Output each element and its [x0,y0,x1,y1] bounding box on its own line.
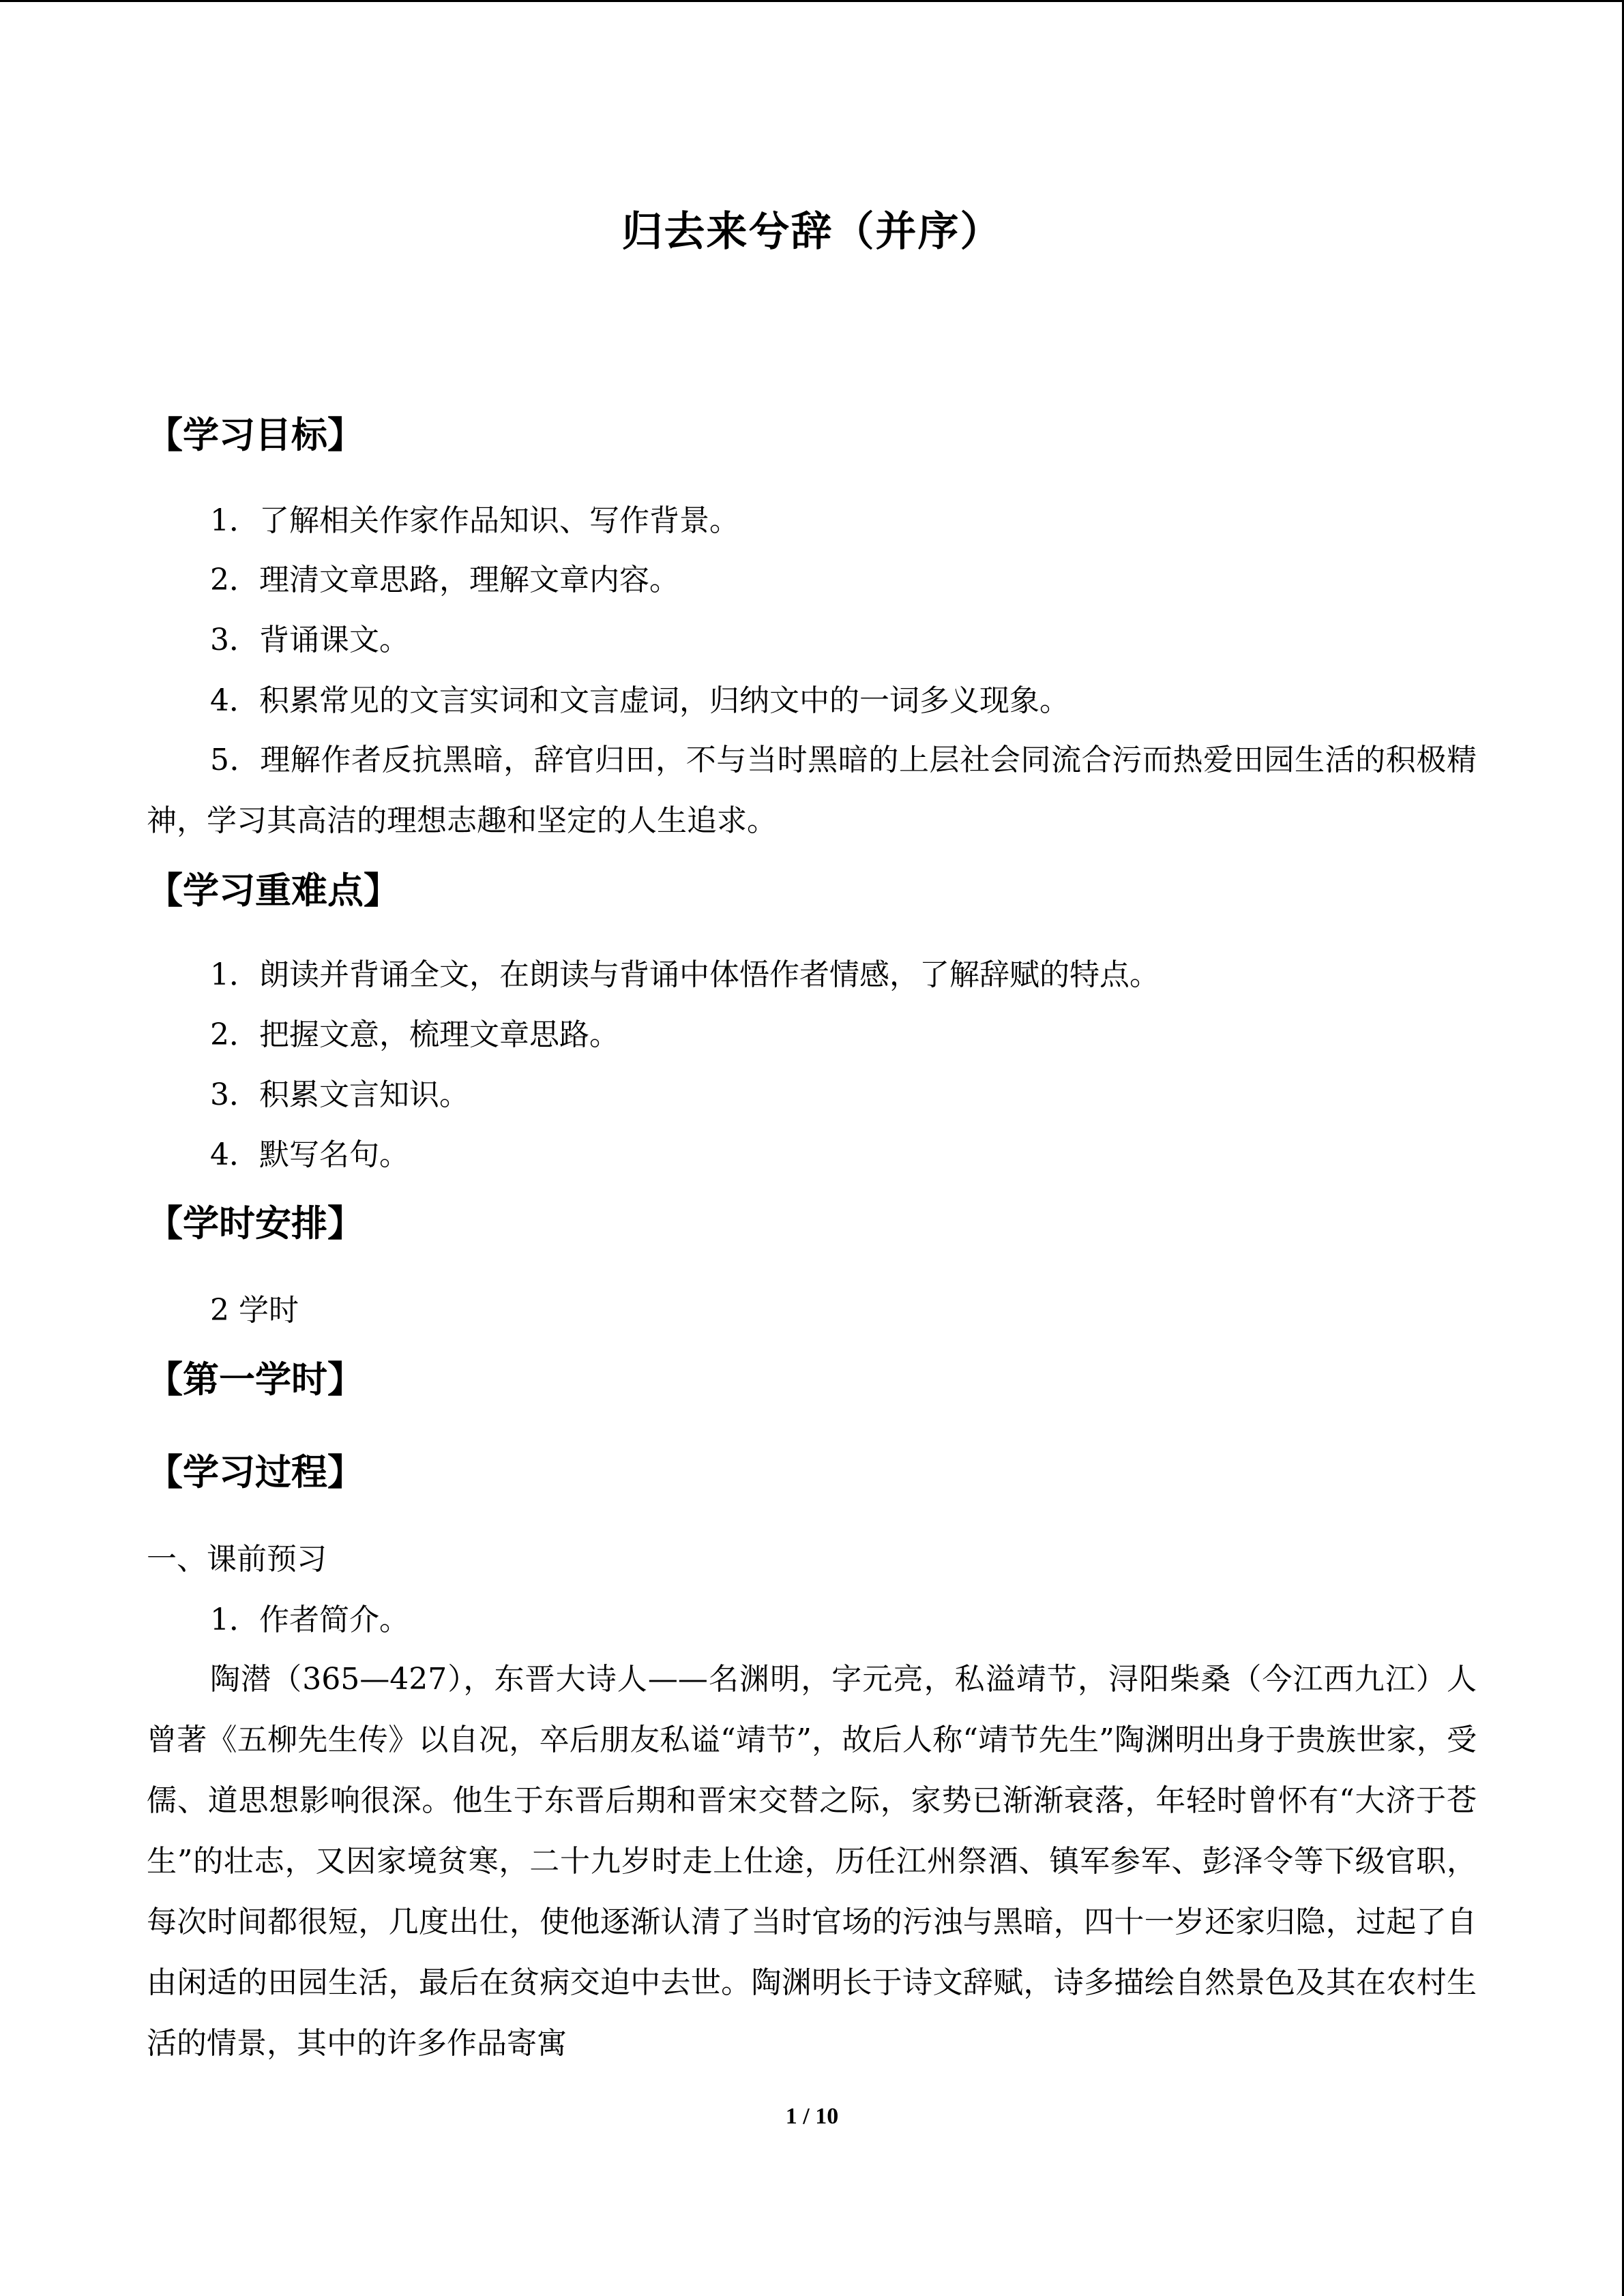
heading-first-period: 【第一学时】 [147,1359,364,1401]
schedule-text: 2 学时 [210,1293,299,1328]
author-biography-paragraph: 陶潜（365—427），东晋大诗人——名渊明，字元亮，私溢靖节，浔阳柴桑（今江西九江）人曾著《五柳先生传》以自况，卒后朋友私谥“靖节”，故后人称“靖节先生”陶渊明出身于贵族世家，受儒、道思想影响很深。他生于东晋后期和晋宋交替之际，家势已渐渐衰落，年轻时曾怀有“大济于苍生”的壮志，又因家境贫寒，二十九岁时走上仕途，历任江州祭酒、镇军参军、彭泽令等下级官职，每次时间都很短，几度出仕，使他逐渐认清了当时官场的污浊与黑暗，四十一岁还家归隐，过起了自由闲适的田园生活，最后在贫病交迫中去世。陶渊明长于诗文辞赋，诗多描绘自然景色及其在农村生活的情景，其中的许多作品寄寓 [147,1662,1477,2061]
key-point-item-4: 4．默写名句。 [210,1137,409,1172]
page-number: 1 / 10 [785,2104,839,2129]
page-top-border [0,0,1624,2]
process-item-author-intro: 1．作者简介。 [210,1602,409,1637]
heading-key-points: 【学习重难点】 [147,870,400,912]
heading-schedule: 【学时安排】 [147,1203,364,1244]
heading-learning-process: 【学习过程】 [147,1452,364,1493]
objective-item-3: 3．背诵课文。 [210,623,409,657]
objective-item-4: 4．积累常见的文言实词和文言虚词，归纳文中的一词多义现象。 [210,683,1069,718]
document-title: 归去来兮辞（并序） [621,208,1003,256]
heading-learning-objectives: 【学习目标】 [147,415,364,456]
key-point-item-3: 3．积累文言知识。 [210,1077,469,1112]
objective-item-5: 5．理解作者反抗黑暗，辞官归田，不与当时黑暗的上层社会同流合污而热爱田园生活的积极精神，学习其高洁的理想志趣和坚定的人生追求。 [147,743,1477,838]
process-subheading: 一、课前预习 [147,1542,327,1577]
key-point-item-2: 2．把握文意，梳理文章思路。 [210,1017,619,1052]
key-point-item-1: 1．朗读并背诵全文，在朗读与背诵中体悟作者情感，了解辞赋的特点。 [210,957,1160,992]
objective-item-1: 1．了解相关作家作品知识、写作背景。 [210,503,739,538]
objective-item-2: 2．理清文章思路，理解文章内容。 [210,563,679,597]
